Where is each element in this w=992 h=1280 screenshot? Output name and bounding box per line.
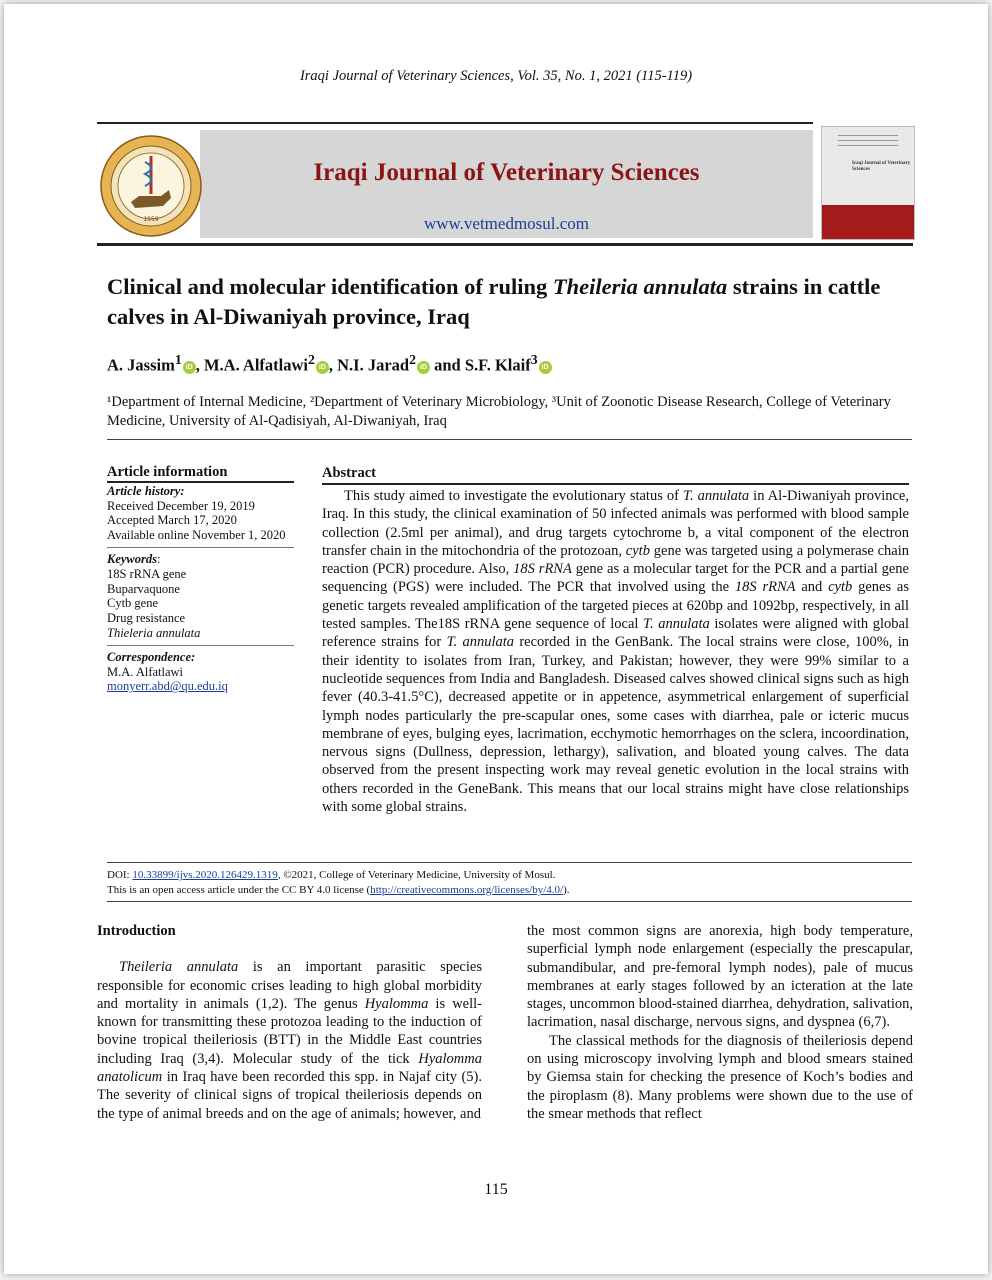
doi-link[interactable]: 10.33899/ijvs.2020.126429.1319 bbox=[132, 869, 278, 881]
intro-italic-term: Hyalomma anatolicum bbox=[97, 1050, 482, 1086]
orcid-icon[interactable]: iD bbox=[417, 361, 430, 374]
license-end: ). bbox=[563, 884, 570, 896]
intro-left-column bbox=[97, 922, 482, 1123]
article-info-heading: Article information bbox=[107, 465, 294, 483]
page-number: 115 bbox=[484, 1181, 508, 1198]
abstract-heading: Abstract bbox=[322, 465, 909, 485]
intro-italic-term: Hyalomma bbox=[364, 995, 429, 1012]
doi-block bbox=[107, 868, 907, 898]
orcid-icon[interactable]: iD bbox=[539, 361, 552, 374]
keyword-item: Thieleria annulata bbox=[107, 625, 201, 640]
journal-cover-thumbnail bbox=[821, 126, 915, 240]
sidebar-divider bbox=[107, 547, 294, 548]
abstract-text bbox=[322, 487, 909, 816]
sidebar-divider bbox=[107, 645, 294, 646]
intro-text: is well-known for transmitting these protozoa leading to the induction of bovine tropical theileriosis (BTT) in the Middle East countries including Iraq (3,4). Molecular study of the tick bbox=[97, 995, 482, 1067]
abstract-italic-term: T. annulata bbox=[643, 616, 710, 633]
author-name: A. Jassim bbox=[107, 355, 175, 375]
keyword-item: 18S rRNA gene bbox=[107, 566, 187, 581]
abstract-text: This study aimed to investigate the evolutionary status of bbox=[344, 488, 683, 504]
banner-top-rule bbox=[97, 122, 813, 124]
author-separator: , bbox=[195, 355, 204, 375]
banner-bottom-rule bbox=[97, 243, 913, 246]
author-affil-sup: 2 bbox=[409, 352, 416, 367]
keywords-label: Keywords bbox=[107, 551, 157, 566]
author-separator: , bbox=[328, 355, 338, 375]
abstract-italic-term: T. annulata bbox=[682, 488, 750, 504]
paper-page bbox=[4, 4, 988, 1274]
license-text: This is an open access article under the CC BY 4.0 license ( bbox=[107, 884, 371, 896]
abstract-text: isolates were aligned with global reference strains for bbox=[322, 616, 909, 651]
accepted-date: Accepted March 17, 2020 bbox=[107, 513, 237, 528]
author-affil-sup: 2 bbox=[308, 352, 315, 367]
keyword-item: Drug resistance bbox=[107, 611, 186, 626]
abstract-italic-term: T. annulata bbox=[446, 634, 515, 651]
abstract-italic-term: cytb bbox=[828, 579, 853, 596]
received-date: Received December 19, 2019 bbox=[107, 498, 255, 513]
header-rule bbox=[107, 439, 912, 440]
author-and: and bbox=[429, 355, 465, 375]
article-info-panel: Article information Article history: Received December 19, 2019 Accepted March 17, 2020 Available online November 1, 2020 Keywords: 18S rRNA gene Buparvaquone Cytb gene Drug resistance Thieleria annulata Correspondence: M.A. Alfatlawi monyerr.abd@qu.edu.iq bbox=[107, 465, 294, 694]
author-list bbox=[107, 352, 552, 376]
correspondent-name: M.A. Alfatlawi bbox=[107, 664, 184, 679]
svg-text:1959: 1959 bbox=[143, 216, 159, 223]
history-label: Article history: bbox=[107, 483, 185, 498]
abstract-bottom-rule bbox=[107, 862, 912, 863]
doi-label: DOI: bbox=[107, 869, 133, 881]
correspondence-label: Correspondence: bbox=[107, 649, 196, 664]
intro-paragraph-2: the most common signs are anorexia, high body temperature, superficial lymph node enlargement (especially the prescapular, submandibular, and pre-femoral lymph nodes), pale of mucus membranes at early stages followed by an icteration at the late stages, uncommon blood-stained diarrhea, dehydration, salivation, lacrimation, nasal discharge, nervous signs, and dyspnea (6,7). bbox=[527, 923, 913, 1031]
journal-title: Iraqi Journal of Veterinary Sciences bbox=[313, 159, 700, 186]
abstract-text: gene as a molecular target for the PCR and a partial gene sequencing (PGS) were included. The PCR that involved using the bbox=[322, 561, 909, 596]
orcid-icon[interactable]: iD bbox=[183, 361, 196, 374]
author-name: N.I. Jarad bbox=[337, 355, 410, 375]
cover-red-band bbox=[822, 205, 914, 239]
title-part-2: strains in cattle calves in Al-Diwaniyah province, Iraq bbox=[107, 274, 881, 329]
author-name: S.F. Klaif bbox=[464, 355, 531, 375]
abstract-section bbox=[322, 465, 909, 816]
college-logo bbox=[99, 134, 203, 238]
abstract-text: genes as genetic targets revealed amplification of the targeted pieces at 620bp and 1092bp, respectively, in all tested samples. The18S rRNA gene sequence of local bbox=[322, 579, 910, 633]
intro-paragraph-1 bbox=[97, 958, 482, 1123]
abstract-italic-term: 18S rRNA bbox=[513, 561, 572, 578]
orcid-icon[interactable]: iD bbox=[316, 361, 329, 374]
affiliations: ¹Department of Internal Medicine, ²Department of Veterinary Microbiology, ³Unit of Zoonotic Disease Research, College of Veterinary Medicine, University of Al-Qadisiyah, Al-Diwaniyah, Iraq bbox=[107, 394, 891, 429]
introduction-heading: Introduction bbox=[97, 923, 176, 939]
intro-text: in Iraq have been recorded this spp. in Najaf city (5). The severity of clinical signs of tropical theileriosis depends on the type of animal breeds and on the age of animals; however, and bbox=[97, 1069, 482, 1122]
intro-paragraph-3: The classical methods for the diagnosis of theileriosis depend on using microscopy involving lymph and blood smears stained by Giemsa stain for checking the presence of Koch’s bodies and the piroplasm (8). Many problems were shown due to the use of the smear methods that reflect bbox=[527, 1032, 913, 1122]
title-italic: Theileria annulata bbox=[552, 274, 728, 299]
doi-bottom-rule bbox=[107, 901, 912, 902]
journal-url-link[interactable]: www.vetmedmosul.com bbox=[423, 214, 590, 233]
article-title bbox=[107, 272, 907, 332]
author-name: M.A. Alfatlawi bbox=[203, 355, 308, 375]
intro-italic-term: Theileria annulata bbox=[119, 959, 239, 976]
cover-title: Iraqi Journal of Veterinary Sciences bbox=[852, 161, 911, 172]
license-link[interactable]: http://creativecommons.org/licenses/by/4.0/ bbox=[370, 884, 564, 896]
copyright-text: , ©2021, College of Veterinary Medicine, University of Mosul. bbox=[277, 869, 556, 881]
author-affil-sup: 3 bbox=[530, 352, 538, 367]
abstract-text: and bbox=[795, 579, 829, 596]
keyword-item: Cytb gene bbox=[107, 596, 159, 611]
running-header: Iraqi Journal of Veterinary Sciences, Vol. 35, No. 1, 2021 (115-119) bbox=[299, 68, 693, 84]
author-affil-sup: 1 bbox=[174, 352, 182, 367]
abstract-text: recorded in the GenBank. The local strains were close, 100%, in their identity to isolates from Iran, Turkey, and Pakistan; however, they were 99% similar to a nucleotide sequences from India and Bangladesh. Diseased calves showed clinical signs such as high fever (40.3-41.5°C), decreased appetite or in appetence, asymmetrical enlargement of superficial lymph nodes particularly the pre-scapular ones, some cases with diarrhea, pale or icteric mucus membrane of eyes, bulging eyes, lacrimation, ecchymotic hemorrhages on the sclera, incoordination, nervous signs (Dullness, depression, lethargy), salivation, and bloated young calves. The data observed from the present inspecting work may reveal genetic evolution in the local strains with others recorded in the GeneBank. This means that our local strains might have close relationships with some global strains. bbox=[322, 634, 909, 816]
intro-right-column bbox=[527, 922, 913, 1123]
abstract-text: in Al-Diwaniyah province, Iraq. In this study, the clinical examination of 50 infected animals was performed with blood sample collection (2.5ml per animal), and drug targets cytochrome b, a vital component of the electron transfer chain in the mitochondria of the protozoan, bbox=[322, 488, 909, 559]
abstract-italic-term: 18S rRNA bbox=[734, 579, 796, 596]
correspondence-email-link[interactable]: monyerr.abd@qu.edu.iq bbox=[107, 679, 228, 694]
intro-text: is an important parasitic species responsible for economic crises leading to high global morbidity and mortality in animals (1,2). The genus bbox=[97, 959, 482, 1012]
online-date: Available online November 1, 2020 bbox=[107, 528, 286, 543]
abstract-italic-term: cytb bbox=[625, 542, 650, 559]
title-part-1: Clinical and molecular identification of ruling bbox=[107, 274, 553, 299]
keyword-item: Buparvaquone bbox=[107, 581, 180, 596]
abstract-text: gene was targeted using a polymerase chain reaction (PCR) procedure. Also, bbox=[322, 542, 909, 578]
